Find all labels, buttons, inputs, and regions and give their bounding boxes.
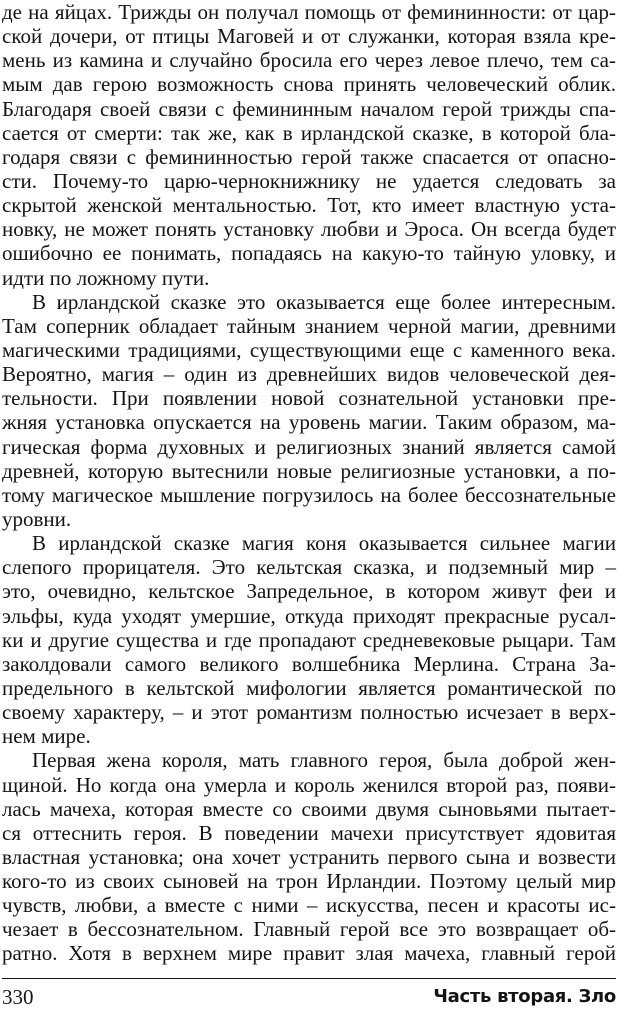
text-line: ки и другие существа и где пропадают средневековые рыцари. Там <box>2 627 616 652</box>
text-line: де на яйцах. Трижды он получал помощь от фемининности: от цар- <box>2 0 616 24</box>
text-line: это, очевидно, кельтское Запредельное, в котором живут феи и <box>2 579 616 604</box>
page-number: 330 <box>2 985 34 1009</box>
text-line: сается от смерти: так же, как в ирландской сказке, в которой бла- <box>2 120 616 145</box>
text-line: предельного в кельтской мифологии является романтической по <box>2 675 616 700</box>
text-line: Там соперник обладает тайным знанием черной магии, древними <box>2 313 616 338</box>
text-line: новку, не может понять установку любви и Эроса. Он всегда будет <box>2 217 616 242</box>
text-line: ошибочно ее понимать, попадаясь на какую-то тайную уловку, и <box>2 241 616 266</box>
text-line: магическими традициями, существующими еще с каменного века. <box>2 337 616 362</box>
text-line: чезает в бессознательном. Главный герой все это возвращает об- <box>2 917 616 942</box>
text-line: властная установка; она хочет устранить первого сына и возвести <box>2 844 616 869</box>
paragraph-first-line: В ирландской сказке магия коня оказывается сильнее магии <box>32 531 616 556</box>
text-line: ся оттеснить героя. В поведении мачехи присутствует ядовитая <box>2 820 616 845</box>
text-line: тому магическое мышление погрузилось на более бессознательные <box>2 482 616 507</box>
running-head: Часть вторая. Зло <box>433 986 616 1007</box>
text-line: чувств, любви, а вместе с ними – искусства, песен и красоты ис- <box>2 893 616 918</box>
text-line: мым дав герою возможность снова принять человеческий облик. <box>2 72 616 97</box>
body-text <box>2 0 616 966</box>
text-line: Благодаря своей связи с фемининным началом герой трижды спа- <box>2 96 616 121</box>
text-line: ской дочери, от птицы Маговей и от служанки, которая взяла кре- <box>2 24 616 49</box>
text-line: эльфы, куда уходят умершие, откуда приходят прекрасные русал- <box>2 603 616 628</box>
text-line: слепого прорицателя. Это кельтская сказка, и подземный мир – <box>2 555 616 580</box>
paragraph-last-line: нем мире. <box>2 724 91 749</box>
text-line: древней, которую вытеснили новые религиозные установки, а по- <box>2 458 616 483</box>
paragraph-last-line: уровни. <box>2 506 72 531</box>
text-line: Вероятно, магия – один из древнейших видов человеческой дея- <box>2 362 616 387</box>
text-line: лась мачеха, которая вместе со своими двумя сыновьями пытает- <box>2 796 616 821</box>
paragraph-last-line: идти по ложному пути. <box>2 265 210 290</box>
footer-divider <box>2 978 616 979</box>
text-line: кого-то из своих сыновей на трон Ирландии. Поэтому целый мир <box>2 869 616 894</box>
text-line: заколдовали самого великого волшебника Мерлина. Страна За- <box>2 651 616 676</box>
paragraph-first-line: Первая жена короля, мать главного героя, была доброй жен- <box>32 748 616 773</box>
text-line: тельности. При появлении новой сознательной установки пре- <box>2 386 616 411</box>
text-line: сти. Почему-то царю-чернокнижнику не удается следовать за <box>2 168 616 193</box>
paragraph-first-line: В ирландской сказке это оказывается еще более интересным. <box>32 289 616 314</box>
text-line: годаря связи с фемининностью герой также спасается от опасно- <box>2 144 616 169</box>
text-line: своему характеру, – и этот романтизм полностью исчезает в верх- <box>2 700 616 725</box>
text-line: ратно. Хотя в верхнем мире правит злая мачеха, главный герой <box>2 941 616 966</box>
text-line: скрытой женской ментальностью. Тот, кто имеет властную уста- <box>2 193 616 218</box>
text-line: мень из камина и случайно бросила его через левое плечо, тем са- <box>2 48 616 73</box>
text-line: щиной. Но когда она умерла и король женился второй раз, появи- <box>2 772 616 797</box>
text-line: гическая форма духовных и религиозных знаний является самой <box>2 434 616 459</box>
text-line: жняя установка опускается на уровень магии. Таким образом, ма- <box>2 410 616 435</box>
